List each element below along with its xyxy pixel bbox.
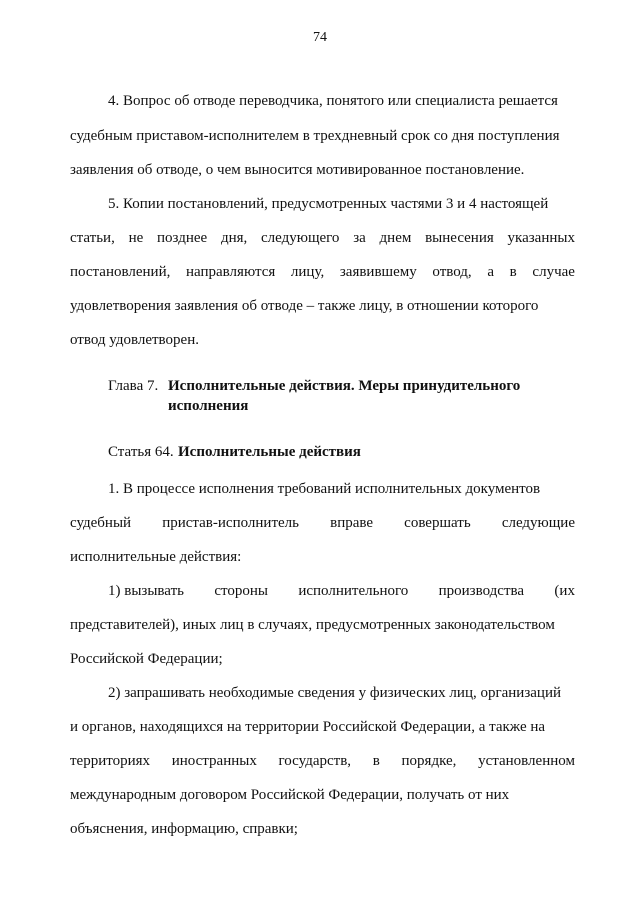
word: вправе bbox=[330, 515, 374, 531]
item1-line2: представителей), иных лиц в случаях, предусмотренных законодательством bbox=[70, 617, 555, 633]
para4-line2: судебным приставом-исполнителем в трехдневный срок со дня поступления bbox=[70, 128, 560, 144]
word: лицу, bbox=[290, 264, 325, 280]
word: установленном bbox=[478, 753, 575, 769]
word: следующие bbox=[501, 515, 575, 531]
para-a1-line1: 1. В процессе исполнения требований исполнительных документов bbox=[108, 481, 541, 497]
chapter-title-line2: исполнения bbox=[168, 398, 249, 414]
chapter-title-line1: Исполнительные действия. Меры принудительного bbox=[168, 378, 521, 394]
word: 1) вызывать bbox=[108, 583, 184, 599]
word: направляются bbox=[186, 264, 276, 280]
para4-line3: заявления об отводе, о чем выносится мотивированное постановление. bbox=[70, 162, 525, 178]
para4-line1: 4. Вопрос об отводе переводчика, понятого или специалиста решается bbox=[108, 93, 558, 109]
word: заявившему bbox=[339, 264, 417, 280]
word: статьи, bbox=[70, 230, 115, 246]
article-title: Исполнительные действия bbox=[178, 444, 361, 460]
word: дня, bbox=[220, 230, 248, 246]
item2-line1: 2) запрашивать необходимые сведения у физических лиц, организаций bbox=[108, 685, 561, 701]
para-a1-line3: исполнительные действия: bbox=[70, 549, 242, 565]
word: указанных bbox=[507, 230, 575, 246]
word: а bbox=[487, 264, 495, 280]
word: за bbox=[353, 230, 366, 246]
word: государств, bbox=[278, 753, 352, 769]
para-a1-line2 bbox=[70, 514, 575, 532]
word: порядке, bbox=[401, 753, 457, 769]
word: позднее bbox=[157, 230, 208, 246]
word: отвод, bbox=[432, 264, 472, 280]
item1-line3: Российской Федерации; bbox=[70, 651, 223, 667]
para5-line3 bbox=[70, 263, 575, 281]
word: стороны bbox=[214, 583, 268, 599]
item2-line5: объяснения, информацию, справки; bbox=[70, 821, 298, 837]
item2-line4: международным договором Российской Федерации, получать от них bbox=[70, 787, 510, 803]
word: территориях bbox=[70, 753, 151, 769]
word: постановлений, bbox=[70, 264, 171, 280]
word: (их bbox=[554, 583, 575, 599]
word: следующего bbox=[261, 230, 340, 246]
para5-line4: удовлетворения заявления об отводе – также лицу, в отношении которого bbox=[70, 298, 539, 314]
word: иностранных bbox=[171, 753, 257, 769]
word: днем bbox=[379, 230, 412, 246]
article-prefix: Статья 64. bbox=[108, 444, 174, 460]
word: пристав-исполнитель bbox=[162, 515, 299, 531]
word: совершать bbox=[404, 515, 471, 531]
page-number: 74 bbox=[313, 30, 327, 45]
word: судебный bbox=[70, 515, 132, 531]
para5-line5: отвод удовлетворен. bbox=[70, 332, 199, 348]
para5-line1: 5. Копии постановлений, предусмотренных частями 3 и 4 настоящей bbox=[108, 196, 549, 212]
item2-line3 bbox=[70, 752, 575, 770]
word: производства bbox=[438, 583, 525, 599]
chapter-prefix: Глава 7. bbox=[108, 378, 159, 394]
para5-line2 bbox=[70, 229, 575, 247]
item2-line2: и органов, находящихся на территории Российской Федерации, а также на bbox=[70, 719, 546, 735]
word: в bbox=[372, 753, 380, 769]
word: не bbox=[128, 230, 144, 246]
word: вынесения bbox=[425, 230, 494, 246]
word: случае bbox=[532, 264, 575, 280]
item1-line1 bbox=[108, 582, 575, 600]
word: исполнительного bbox=[298, 583, 409, 599]
word: в bbox=[509, 264, 517, 280]
